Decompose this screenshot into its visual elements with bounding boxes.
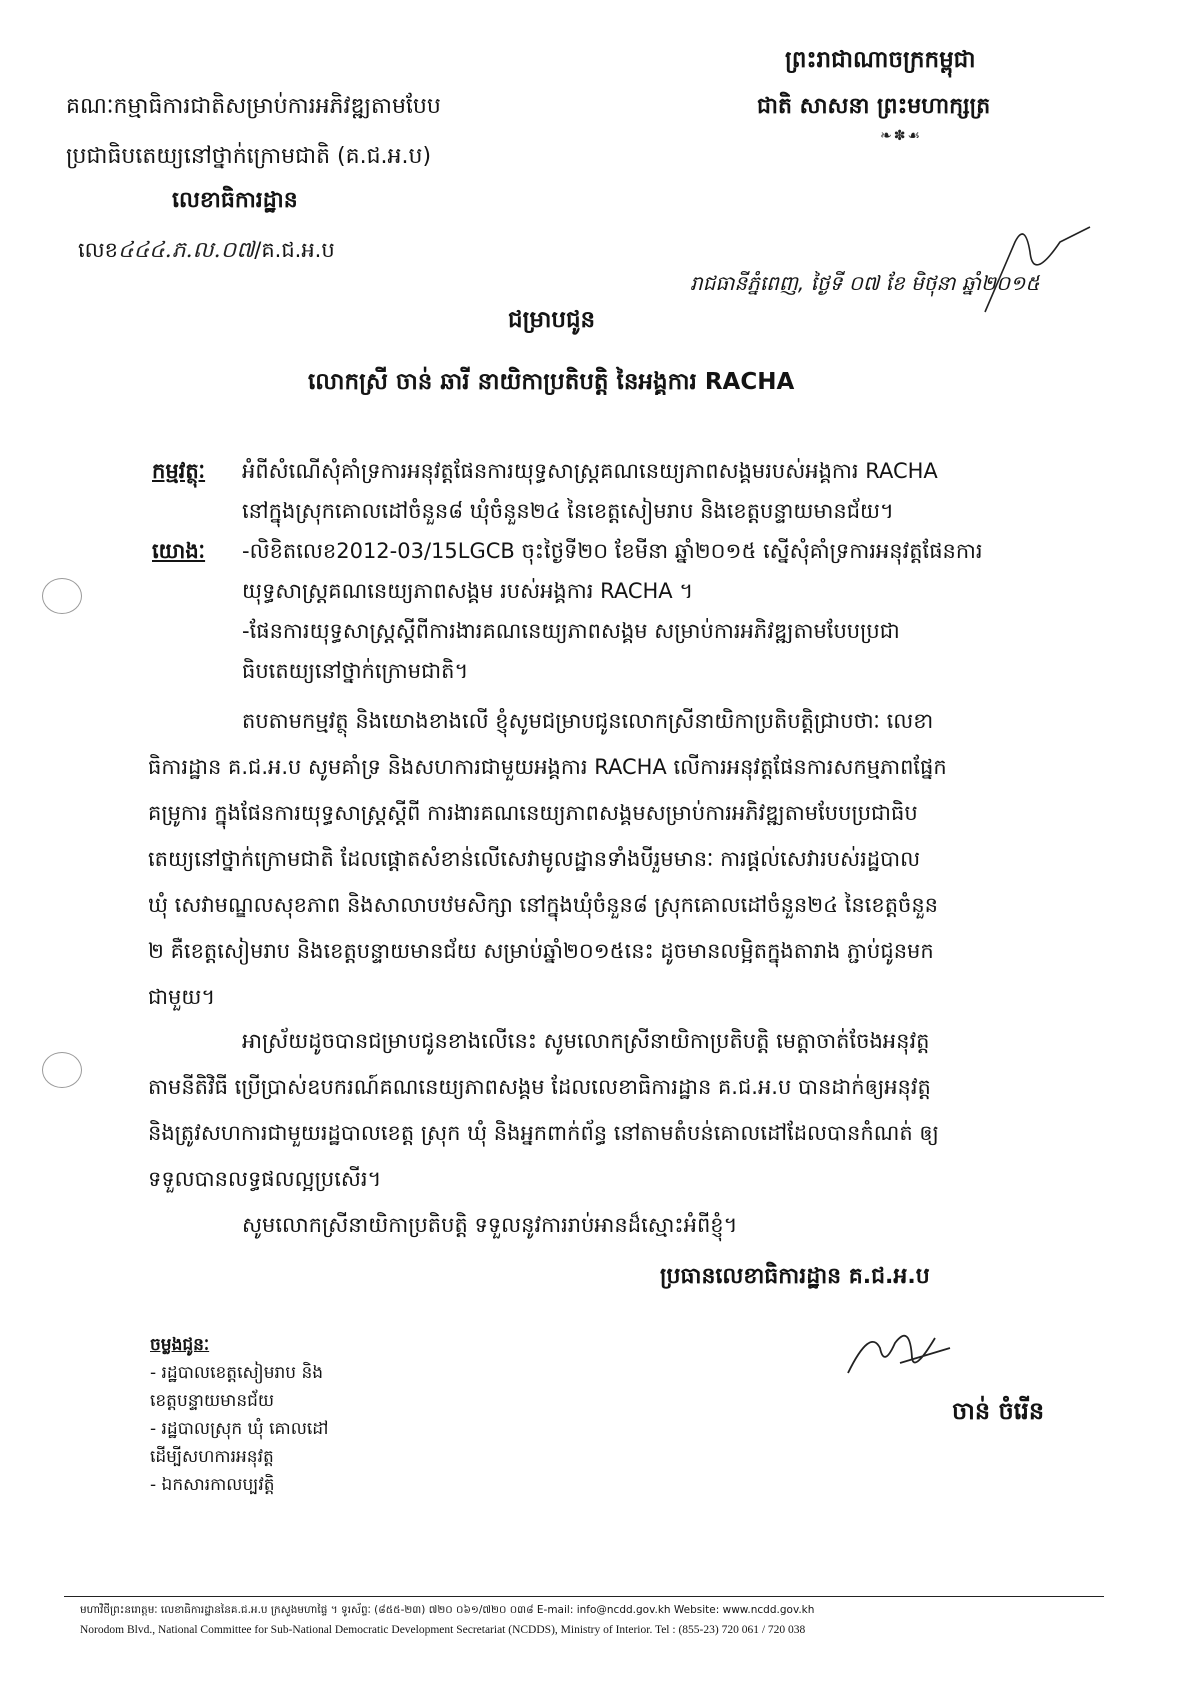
recipient-line: លោកស្រី ចាន់ ឆារី នាយិកាប្រតិបត្តិ នៃអង្គការ RACHA [308, 369, 795, 395]
reference-line: ធិបតេយ្យនៅថ្នាក់ក្រោមជាតិ។ [242, 659, 469, 683]
body-line: ២ គឺខេត្តសៀមរាប និងខេត្តបន្ទាយមានជ័យ សម្រាប់ឆ្នាំ២០១៥នេះ ដូចមានលម្អិតក្នុងតារាង ភ្ជាប់ជូនមក [148, 939, 934, 963]
subject-label: កម្មវត្ថុៈ [152, 459, 206, 483]
signature-icon [840, 1318, 960, 1388]
body-line: តបតាមកម្មវត្ថុ និងយោងខាងលើ ខ្ញុំសូមជម្រាបជូនលោកស្រីនាយិកាប្រតិបត្តិជ្រាបថាៈ លេខា [242, 709, 934, 733]
date-line: រាជធានីភ្នំពេញ, ថ្ងៃទី ០៧ ខែ មិថុនា ឆ្នាំ២០១៥ [690, 271, 1040, 295]
body-line: ធិការដ្ឋាន គ.ជ.អ.ប សូមគាំទ្រ និងសហការជាមួយអង្គការ RACHA លើការអនុវត្តផែនការសកម្មភាពផ្នែក [148, 755, 947, 779]
ornament-icon: ❧✽☙ [880, 128, 923, 144]
closing-line: សូមលោកស្រីនាយិកាប្រតិបត្តិ ទទួលនូវការរាប់អានដ៏ស្មោះអំពីខ្ញុំ។ [242, 1213, 738, 1237]
footer-address-khmer: មហាវិថីព្រះនរោត្តមៈ លេខាធិការដ្ឋាននៃគ.ជ.អ.ប ក្រសួងមហាផ្ទៃ ។ ទូរស័ព្ទៈ (៨៥៥-២៣) ៧២០ ០៦១/៧២០ ០៣៨ E-mail: info@ncdd.gov.kh Website: www.ncdd.gov.kh [80, 1604, 815, 1616]
ref-suffix: /គ.ជ.អ.ប [254, 238, 335, 262]
national-motto: ជាតិ សាសនា ព្រះមហាក្សត្រ [757, 94, 991, 119]
subject-line: អំពីសំណើសុំគាំទ្រការអនុវត្តផែនការយុទ្ធសាស្ត្រគណនេយ្យភាពសង្គមរបស់អង្គការ RACHA [242, 459, 938, 483]
reference-label: យោងៈ [152, 539, 206, 563]
body-line: ទទួលបានលទ្ធផលល្អប្រសើរ។ [148, 1167, 382, 1191]
reference-line: យុទ្ធសាស្ត្រគណនេយ្យភាពសង្គម របស់អង្គការ RACHA ។ [242, 579, 694, 603]
body-line: គម្រូការ ក្នុងផែនការយុទ្ធសាស្ត្រស្ដីពី ការងារគណនេយ្យភាពសង្គមសម្រាប់ការអភិវឌ្ឍតាមបែបប្រជាធិប [148, 801, 918, 825]
punch-hole [42, 578, 82, 614]
body-line: អាស្រ័យដូចបានជម្រាបជូនខាងលើនេះ សូមលោកស្រីនាយិកាប្រតិបត្តិ មេត្តាចាត់ចែងអនុវត្ត [242, 1029, 930, 1053]
ref-number-handwritten: ៤៤៤.ភ.ល.០៧ [118, 238, 255, 263]
reference-line: -លិខិតលេខ2012-03/15LGCB ចុះថ្ងៃទី២០ ខែមីនា ឆ្នាំ២០១៥ ស្នើសុំគាំទ្រការអនុវត្តផែនការ [242, 539, 983, 563]
copies-item: ខេត្តបន្ទាយមានជ័យ [150, 1391, 275, 1411]
body-line: ឃុំ សេវាមណ្ឌលសុខភាព និងសាលាបឋមសិក្សា នៅក្នុងឃុំចំនួន៨ ស្រុកគោលដៅចំនួន២៤ នៃខេត្តចំនួន [148, 893, 939, 917]
signature-title: ប្រធានលេខាធិការដ្ឋាន គ.ជ.អ.ប [660, 1264, 930, 1289]
copies-item: ដើម្បីសហការអនុវត្ត [150, 1447, 274, 1467]
copies-item: - រដ្ឋបាលស្រុក ឃុំ គោលដៅ [150, 1419, 329, 1439]
footer-address-english: Norodom Blvd., National Committee for Sub-National Democratic Development Secretariat (NCDDS), Ministry of Interior. Tel : (855-23) 720 061 / 720 038 [80, 1624, 806, 1636]
secretariat-label: លេខាធិការដ្ឋាន [172, 188, 298, 213]
reference-line: -ផែនការយុទ្ធសាស្ត្រស្ដីពីការងារគណនេយ្យភាពសង្គម សម្រាប់ការអភិវឌ្ឍតាមបែបប្រជា [242, 619, 900, 643]
punch-hole [42, 1052, 82, 1088]
handwriting-stroke-icon [975, 222, 1095, 332]
subject-line: នៅក្នុងស្រុកគោលដៅចំនួន៨ ឃុំចំនួន២៤ នៃខេត្តសៀមរាប និងខេត្តបន្ទាយមានជ័យ។ [242, 499, 894, 523]
copies-label: ចម្លងជូនៈ [150, 1335, 210, 1355]
body-line: តេយ្យនៅថ្នាក់ក្រោមជាតិ ដែលផ្តោតសំខាន់លើសេវាមូលដ្ឋានទាំងបីរួមមានៈ ការផ្តល់សេវារបស់រដ្ឋបាល [148, 847, 921, 871]
committee-name-line1: គណៈកម្មាធិការជាតិសម្រាប់ការអភិវឌ្ឍតាមបែប [66, 94, 441, 119]
kingdom-title: ព្រះរាជាណាចក្រកម្ពុជា [785, 47, 976, 73]
copies-item: - ឯកសារកាលប្បវត្តិ [150, 1475, 275, 1495]
ref-prefix: លេខ [78, 238, 118, 262]
reference-number [78, 236, 335, 268]
body-line: និងត្រូវសហការជាមួយរដ្ឋបាលខេត្ត ស្រុក ឃុំ និងអ្នកពាក់ព័ន្ធ នៅតាមតំបន់គោលដៅដែលបានកំណត់ ឲ្យ [148, 1121, 939, 1145]
to-label: ជម្រាបជូន [508, 307, 596, 333]
signatory-name: ចាន់ ចំរើន [952, 1397, 1045, 1425]
footer-rule [64, 1596, 1104, 1597]
copies-item: - រដ្ឋបាលខេត្តសៀមរាប និង [150, 1363, 324, 1383]
committee-name-line2: ប្រជាធិបតេយ្យនៅថ្នាក់ក្រោមជាតិ (គ.ជ.អ.ប) [66, 144, 432, 169]
body-line: តាមនីតិវិធី ប្រើប្រាស់ឧបករណ៍គណនេយ្យភាពសង្គម ដែលលេខាធិការដ្ឋាន គ.ជ.អ.ប បានដាក់ឲ្យអនុវត្ត [148, 1075, 931, 1099]
body-line: ជាមួយ។ [148, 985, 216, 1009]
